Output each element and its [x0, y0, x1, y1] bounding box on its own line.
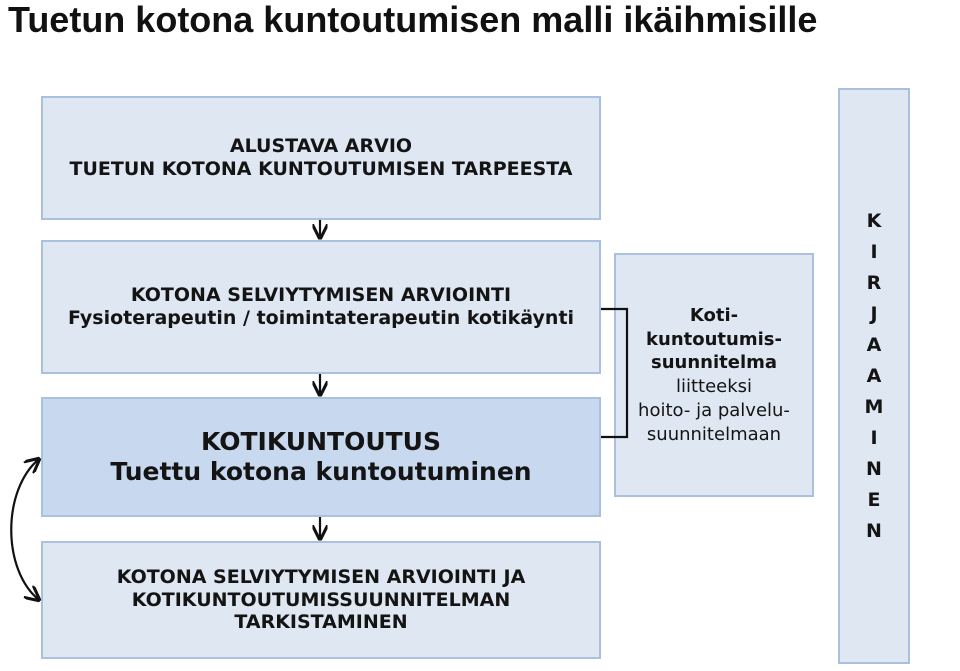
- kirj-letter: K: [866, 209, 882, 232]
- side-line3: suunnitelma: [650, 352, 778, 374]
- kirj-letter: N: [866, 519, 882, 542]
- kirj-letter: I: [870, 240, 878, 263]
- bracket-connector: [601, 309, 627, 437]
- kirj-letter: R: [866, 271, 882, 294]
- side-line6: suunnitelmaan: [646, 423, 782, 445]
- box3-line2: Tuettu kotona kuntoutuminen: [110, 457, 532, 486]
- page-title: Tuetun kotona kuntoutumisen malli ikäihmisille: [8, 0, 818, 40]
- side-line5: hoito- ja palvelu-: [638, 399, 790, 421]
- side-line2: kuntoutumis-: [646, 328, 782, 350]
- box4-line3: TARKISTAMINEN: [234, 611, 408, 634]
- side-line1: Koti-: [689, 304, 739, 326]
- box3-line1: KOTIKUNTOUTUS: [201, 427, 441, 456]
- box2-line1: KOTONA SELVIYTYMISEN ARVIOINTI: [130, 284, 512, 307]
- box2-line2: Fysioterapeutin / toimintaterapeutin kotikäynti: [67, 307, 575, 329]
- kirj-letter: I: [870, 426, 878, 449]
- kirj-letter: J: [870, 302, 878, 325]
- loop-arrow: [11, 459, 39, 600]
- box1-line1: ALUSTAVA ARVIO: [229, 135, 413, 158]
- box4-line2: KOTIKUNTOUTUMISSUUNNITELMAN: [131, 588, 511, 611]
- kirj-letter: A: [866, 333, 882, 356]
- kirj-letter: N: [866, 457, 882, 480]
- side-line4: liitteeksi: [675, 376, 753, 397]
- kirj-letter: A: [866, 364, 882, 387]
- kirj-letter: M: [864, 395, 884, 418]
- kirj-letter: E: [867, 488, 881, 511]
- box1-line2: TUETUN KOTONA KUNTOUTUMISEN TARPEESTA: [69, 158, 573, 180]
- box4-line1: KOTONA SELVIYTYMISEN ARVIOINTI JA: [116, 565, 526, 588]
